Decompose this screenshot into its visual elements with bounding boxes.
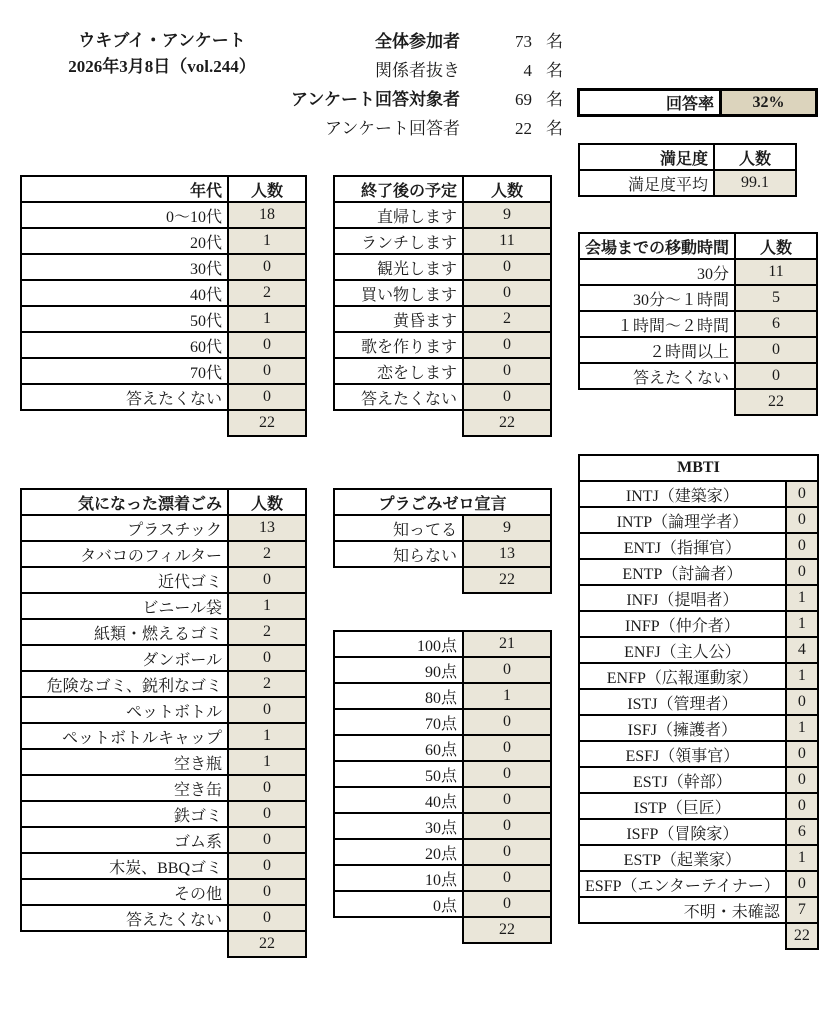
table-row [579, 663, 818, 689]
row-label: 直帰します [334, 202, 463, 228]
row-label: ゴム系 [21, 827, 228, 853]
row-label: 40代 [21, 280, 228, 306]
row-value: 0 [228, 567, 306, 593]
table-row [21, 723, 306, 749]
after-plans-table [333, 175, 552, 437]
row-value: 0 [463, 384, 551, 410]
table-row [579, 819, 818, 845]
row-label: 知ってる [334, 515, 463, 541]
row-value: 0 [463, 839, 551, 865]
row-label: 40点 [334, 787, 463, 813]
row-value: 0 [786, 741, 818, 767]
row-label: ESFP（エンターテイナー） [579, 871, 786, 897]
row-value: 9 [463, 515, 551, 541]
summary-row [150, 56, 563, 85]
row-value: 11 [463, 228, 551, 254]
table-row [579, 767, 818, 793]
summary-row [150, 114, 563, 143]
row-value: 0 [786, 793, 818, 819]
summary-value: 22 [515, 119, 532, 138]
total-spacer [21, 931, 228, 957]
total-row [334, 917, 551, 943]
table-row [21, 775, 306, 801]
table-row [334, 384, 551, 410]
page-date: 2026年3月8日（vol.244） [68, 57, 256, 76]
table-row [334, 541, 551, 567]
row-label: 満足度平均 [579, 170, 714, 196]
row-label: 近代ゴミ [21, 567, 228, 593]
row-value: 0 [786, 481, 818, 507]
row-value: 0 [228, 697, 306, 723]
table-title: MBTI [579, 455, 818, 481]
row-value: 7 [786, 897, 818, 923]
row-value: 0 [463, 891, 551, 917]
row-value: 6 [735, 311, 817, 337]
total-row [21, 410, 306, 436]
row-label: ランチします [334, 228, 463, 254]
row-value: 11 [735, 259, 817, 285]
total-value: 22 [463, 410, 551, 436]
total-value: 22 [228, 410, 306, 436]
row-label: 20代 [21, 228, 228, 254]
row-value: 2 [228, 619, 306, 645]
table-row [579, 311, 817, 337]
response-rate-label: 回答率 [579, 90, 721, 116]
summary-unit: 名 [546, 61, 563, 80]
row-value: 0 [786, 767, 818, 793]
row-label: INFP（仲介者） [579, 611, 786, 637]
table-row [21, 827, 306, 853]
row-value: 0 [463, 865, 551, 891]
row-value: 1 [228, 749, 306, 775]
table-header-row [579, 455, 818, 481]
row-value: 0 [735, 363, 817, 389]
row-label: ISFJ（擁護者） [579, 715, 786, 741]
table-row [579, 337, 817, 363]
row-value: 0 [463, 657, 551, 683]
age-table [20, 175, 307, 437]
total-value: 22 [786, 923, 818, 949]
row-label: ISFP（冒険家） [579, 819, 786, 845]
row-label: 恋をします [334, 358, 463, 384]
row-value: 1 [228, 306, 306, 332]
table-row [21, 879, 306, 905]
table-row [579, 871, 818, 897]
table-row [579, 845, 818, 871]
row-value: 0 [463, 787, 551, 813]
row-value: 0 [786, 533, 818, 559]
summary-row [150, 85, 563, 114]
table-header-row [334, 176, 551, 202]
row-label: ESFJ（領事官） [579, 741, 786, 767]
row-value: 0 [463, 735, 551, 761]
row-label: 歌を作ります [334, 332, 463, 358]
score-table [333, 630, 552, 944]
table-row [21, 853, 306, 879]
total-row [579, 923, 818, 949]
column-header-value: 人数 [463, 176, 551, 202]
row-label: ENFP（広報運動家） [579, 663, 786, 689]
column-header-value: 人数 [228, 176, 306, 202]
row-label: ENTP（討論者） [579, 559, 786, 585]
satisfaction-table [578, 143, 797, 197]
row-label: 鉄ゴミ [21, 801, 228, 827]
row-label: その他 [21, 879, 228, 905]
column-header-label: 会場までの移動時間 [579, 233, 735, 259]
row-value: 0 [228, 775, 306, 801]
row-value: 2 [463, 306, 551, 332]
total-value: 22 [463, 917, 551, 943]
table-row [21, 254, 306, 280]
row-label: 紙類・燃えるゴミ [21, 619, 228, 645]
row-label: 100点 [334, 631, 463, 657]
row-label: 知らない [334, 541, 463, 567]
table-header-row [579, 233, 817, 259]
table-row [579, 585, 818, 611]
table-row [579, 533, 818, 559]
total-spacer [334, 567, 463, 593]
summary-value: 69 [515, 90, 532, 109]
zero-declaration-table [333, 488, 552, 594]
table-row [334, 865, 551, 891]
table-row [334, 787, 551, 813]
row-value: 0 [463, 813, 551, 839]
summary-unit: 名 [546, 119, 563, 138]
row-label: 答えたくない [579, 363, 735, 389]
row-label: 70代 [21, 358, 228, 384]
row-label: ダンボール [21, 645, 228, 671]
row-label: 危険なゴミ、鋭利なゴミ [21, 671, 228, 697]
table-row [21, 358, 306, 384]
row-label: 50点 [334, 761, 463, 787]
total-spacer [334, 917, 463, 943]
table-row [21, 671, 306, 697]
row-label: ２時間以上 [579, 337, 735, 363]
row-label: ESTP（起業家） [579, 845, 786, 871]
row-value: 0 [228, 358, 306, 384]
table-row [334, 228, 551, 254]
table-row [21, 697, 306, 723]
row-value: 0 [228, 801, 306, 827]
table-row [579, 559, 818, 585]
row-label: 50代 [21, 306, 228, 332]
total-spacer [579, 389, 735, 415]
row-value: 0 [463, 254, 551, 280]
table-header-row [334, 489, 551, 515]
row-label: ペットボトルキャップ [21, 723, 228, 749]
table-row [21, 749, 306, 775]
table-header-row [579, 144, 796, 170]
row-value: 0 [228, 853, 306, 879]
table-row [334, 657, 551, 683]
row-value: 5 [735, 285, 817, 311]
table-row [334, 306, 551, 332]
row-value: 0 [228, 879, 306, 905]
total-spacer [21, 410, 228, 436]
row-label: 空き缶 [21, 775, 228, 801]
row-label: 買い物します [334, 280, 463, 306]
table-row [334, 515, 551, 541]
table-row [579, 637, 818, 663]
participants-summary [150, 27, 563, 143]
row-value: 1 [786, 585, 818, 611]
row-label: 空き瓶 [21, 749, 228, 775]
row-value: 0 [228, 254, 306, 280]
summary-unit: 名 [546, 90, 563, 109]
table-row [579, 689, 818, 715]
row-label: 80点 [334, 683, 463, 709]
row-label: ビニール袋 [21, 593, 228, 619]
page-title: ウキブイ・アンケート [78, 31, 246, 50]
row-label: 10点 [334, 865, 463, 891]
table-header-row [21, 176, 306, 202]
table-row [334, 202, 551, 228]
total-value: 22 [735, 389, 817, 415]
table-row [579, 363, 817, 389]
row-label: 0点 [334, 891, 463, 917]
response-rate-row [579, 90, 817, 116]
row-label: ペットボトル [21, 697, 228, 723]
row-label: 木炭、BBQゴミ [21, 853, 228, 879]
row-value: 1 [228, 723, 306, 749]
table-row [21, 515, 306, 541]
table-row [579, 611, 818, 637]
column-header-label: 年代 [21, 176, 228, 202]
table-title: プラごみゼロ宣言 [334, 489, 551, 515]
summary-label: 全体参加者 [375, 32, 460, 51]
litter-table [20, 488, 307, 958]
row-value: 9 [463, 202, 551, 228]
row-label: INTJ（建築家） [579, 481, 786, 507]
table-row [21, 645, 306, 671]
row-value: 0 [228, 827, 306, 853]
row-value: 0 [786, 559, 818, 585]
table-row [579, 715, 818, 741]
table-row [334, 358, 551, 384]
summary-value: 73 [515, 32, 532, 51]
response-rate-value: 32% [721, 90, 817, 116]
row-value: 0 [463, 358, 551, 384]
row-value: 99.1 [714, 170, 796, 196]
table-row [334, 813, 551, 839]
total-value: 22 [463, 567, 551, 593]
table-row [334, 254, 551, 280]
table-row [579, 507, 818, 533]
row-label: ISTP（巨匠） [579, 793, 786, 819]
summary-label: アンケート回答者 [325, 119, 460, 138]
row-label: 答えたくない [334, 384, 463, 410]
row-value: 0 [228, 645, 306, 671]
table-row [334, 891, 551, 917]
table-row [334, 332, 551, 358]
table-row [21, 905, 306, 931]
row-value: 0 [463, 761, 551, 787]
row-value: 0 [463, 280, 551, 306]
total-row [334, 567, 551, 593]
row-label: 30点 [334, 813, 463, 839]
row-value: 2 [228, 280, 306, 306]
row-value: 1 [786, 715, 818, 741]
row-label: 20点 [334, 839, 463, 865]
row-value: 1 [786, 663, 818, 689]
column-header-label: 満足度 [579, 144, 714, 170]
column-header-label: 気になった漂着ごみ [21, 489, 228, 515]
table-row [21, 306, 306, 332]
table-row [21, 567, 306, 593]
row-label: 黄昏ます [334, 306, 463, 332]
summary-label: 関係者抜き [375, 61, 460, 80]
table-row [334, 839, 551, 865]
row-value: 13 [228, 515, 306, 541]
table-row [21, 384, 306, 410]
table-row [579, 897, 818, 923]
row-value: 0 [786, 871, 818, 897]
row-label: ESTJ（幹部） [579, 767, 786, 793]
row-value: 0 [463, 709, 551, 735]
row-value: 0 [463, 332, 551, 358]
row-label: プラスチック [21, 515, 228, 541]
row-value: 1 [228, 228, 306, 254]
row-label: ENTJ（指揮官） [579, 533, 786, 559]
row-value: 1 [463, 683, 551, 709]
table-row [334, 761, 551, 787]
row-value: 0 [228, 384, 306, 410]
column-header-value: 人数 [735, 233, 817, 259]
row-value: 1 [786, 611, 818, 637]
row-label: 30代 [21, 254, 228, 280]
table-row [21, 541, 306, 567]
table-row [579, 285, 817, 311]
row-label: 90点 [334, 657, 463, 683]
row-label: １時間～２時間 [579, 311, 735, 337]
table-row [579, 793, 818, 819]
row-value: 0 [228, 905, 306, 931]
row-value: 0 [228, 332, 306, 358]
column-header-value: 人数 [714, 144, 796, 170]
travel-time-table [578, 232, 818, 416]
row-label: 不明・未確認 [579, 897, 786, 923]
row-label: ISTJ（管理者） [579, 689, 786, 715]
total-spacer [579, 923, 786, 949]
table-row [21, 332, 306, 358]
row-value: 0 [786, 689, 818, 715]
summary-label: アンケート回答対象者 [291, 90, 460, 109]
total-row [579, 389, 817, 415]
table-row [21, 202, 306, 228]
column-header-label: 終了後の予定 [334, 176, 463, 202]
summary-value: 4 [523, 61, 532, 80]
table-row [21, 593, 306, 619]
row-value: 2 [228, 541, 306, 567]
summary-row [150, 27, 563, 56]
row-label: 70点 [334, 709, 463, 735]
table-row [579, 741, 818, 767]
row-label: 30分 [579, 259, 735, 285]
row-label: 0～10代 [21, 202, 228, 228]
row-label: 60点 [334, 735, 463, 761]
row-value: 2 [228, 671, 306, 697]
table-row [579, 481, 818, 507]
row-label: INTP（論理学者） [579, 507, 786, 533]
row-label: 観光します [334, 254, 463, 280]
table-row [21, 619, 306, 645]
row-value: 0 [735, 337, 817, 363]
row-value: 4 [786, 637, 818, 663]
table-header-row [21, 489, 306, 515]
response-rate-table [577, 88, 818, 117]
row-value: 1 [786, 845, 818, 871]
row-label: 答えたくない [21, 384, 228, 410]
row-label: 60代 [21, 332, 228, 358]
row-value: 13 [463, 541, 551, 567]
table-row [21, 801, 306, 827]
table-row [334, 735, 551, 761]
summary-unit: 名 [546, 32, 563, 51]
total-row [21, 931, 306, 957]
row-label: 答えたくない [21, 905, 228, 931]
table-row [21, 280, 306, 306]
total-spacer [334, 410, 463, 436]
table-row [334, 280, 551, 306]
row-value: 0 [786, 507, 818, 533]
table-row [579, 259, 817, 285]
table-row [334, 683, 551, 709]
row-label: 30分～１時間 [579, 285, 735, 311]
row-label: タバコのフィルター [21, 541, 228, 567]
row-value: 6 [786, 819, 818, 845]
table-row [334, 709, 551, 735]
row-value: 21 [463, 631, 551, 657]
total-row [334, 410, 551, 436]
table-row [334, 631, 551, 657]
table-row [579, 170, 796, 196]
row-value: 1 [228, 593, 306, 619]
row-label: ENFJ（主人公） [579, 637, 786, 663]
table-row [21, 228, 306, 254]
row-label: INFJ（提唱者） [579, 585, 786, 611]
mbti-table [578, 454, 819, 950]
column-header-value: 人数 [228, 489, 306, 515]
total-value: 22 [228, 931, 306, 957]
row-value: 18 [228, 202, 306, 228]
